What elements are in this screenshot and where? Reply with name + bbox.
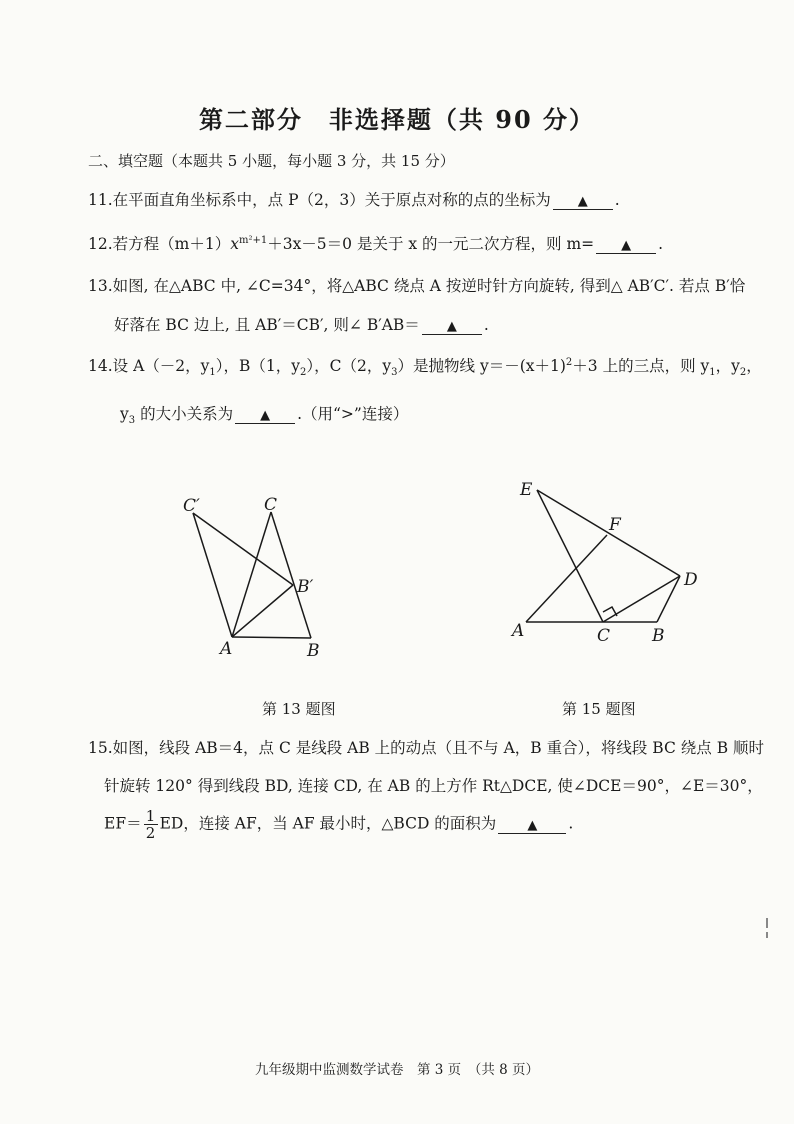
label-e: E — [520, 480, 533, 500]
label-b: B — [307, 641, 320, 661]
answer-blank — [422, 318, 482, 335]
label-f: F — [609, 515, 621, 535]
answer-blank — [596, 237, 656, 254]
punctuation: . — [614, 191, 620, 209]
question-text: ，y — [715, 357, 740, 375]
question-15-line-2 — [104, 774, 763, 796]
exponent: m²+1 — [238, 234, 268, 246]
scan-mark — [766, 932, 768, 938]
question-text: 好落在 BC 边上, 且 AB′＝CB′, 则∠ B′AB＝ — [114, 316, 420, 334]
question-text: 的大小关系为 — [135, 405, 234, 423]
question-text: 在平面直角坐标系中，点 P（2，3）关于原点对称的点的坐标为 — [112, 191, 551, 209]
question-12 — [88, 232, 663, 254]
question-11 — [88, 188, 620, 210]
segment-ac — [232, 512, 271, 637]
question-text: ， — [746, 357, 762, 375]
subscript: 2 — [300, 367, 307, 379]
fraction-numerator: 1 — [145, 807, 156, 825]
label-c: C — [597, 626, 611, 646]
question-14-line-1 — [88, 354, 762, 378]
question-text: ＋3 上的三点，则 y — [572, 357, 710, 375]
figure-15-diagram — [505, 476, 705, 646]
segment-ab-prime — [232, 585, 293, 637]
fraction-denominator: 2 — [145, 824, 156, 842]
segment-ac-prime — [193, 513, 232, 637]
question-text: 设 A（－2，y — [112, 357, 210, 375]
punctuation: . — [658, 235, 664, 253]
figure-15-caption: 第 15 题图 — [562, 700, 636, 718]
question-15-line-3 — [104, 808, 573, 841]
var-x: x — [230, 235, 239, 253]
label-b: B — [652, 626, 665, 646]
question-text: ED，连接 AF，当 AF 最小时，△BCD 的面积为 — [159, 814, 497, 833]
answer-blank — [553, 193, 613, 210]
question-13-line-1 — [88, 274, 745, 296]
label-c: C — [264, 495, 278, 515]
answer-blank — [498, 817, 566, 834]
section-heading: 二、填空题（本题共 5 小题，每小题 3 分，共 15 分） — [88, 152, 455, 170]
label-b-prime: B′ — [297, 577, 314, 597]
triangle-mark: ▲ — [621, 238, 632, 253]
subscript: 3 — [128, 415, 136, 427]
figure-13-diagram — [170, 488, 340, 668]
question-text: y — [120, 405, 129, 423]
subscript: 1 — [709, 367, 716, 379]
label-c-prime: C′ — [183, 496, 200, 516]
question-text: 如图，线段 AB＝4，点 C 是线段 AB 上的动点（且不与 A，B 重合），将线段 BC 绕点 B 顺时 — [112, 739, 765, 757]
scan-mark — [766, 918, 768, 928]
segment-ab — [232, 637, 311, 638]
triangle-mark: ▲ — [527, 817, 538, 833]
punctuation: . — [568, 814, 574, 833]
segment-cb — [271, 512, 314, 638]
question-text: 针旋转 120° 得到线段 BD, 连接 CD, 在 AB 的上方作 Rt△DCE, 使∠DCE＝90°，∠E＝30°， — [104, 777, 763, 795]
section-title: 第二部分 非选择题（共 90 分） — [198, 105, 596, 134]
figure-13-caption: 第 13 题图 — [262, 700, 336, 718]
segment-c-prime-b-prime — [193, 513, 293, 585]
question-14-line-2 — [120, 402, 408, 426]
question-number: 13. — [88, 277, 113, 295]
question-number: 14. — [88, 357, 113, 375]
triangle-mark: ▲ — [446, 319, 457, 334]
fraction-one-half — [144, 808, 158, 841]
question-15-line-1 — [88, 736, 764, 758]
answer-blank — [235, 407, 295, 424]
subscript: 2 — [739, 367, 747, 379]
question-13-line-2 — [114, 313, 489, 335]
question-text: ＋3x－5＝0 是关于 x 的一元二次方程，则 m= — [267, 235, 595, 253]
question-number: 11. — [88, 191, 113, 209]
question-text: ）是抛物线 y＝－(x＋1) — [397, 357, 566, 375]
page-footer: 九年级期中监测数学试卷 第 3 页 （共 8 页） — [254, 1062, 540, 1078]
question-text: 若方程（m＋1） — [112, 235, 231, 253]
label-a: A — [220, 639, 233, 659]
exponent: 2 — [565, 356, 573, 368]
punctuation: . — [483, 316, 489, 334]
subscript: 3 — [391, 367, 398, 379]
label-d: D — [684, 570, 698, 590]
question-text: 如图, 在△ABC 中, ∠C=34°，将△ABC 绕点 A 按逆时针方向旋转, 得到△ AB′C′. 若点 B′恰 — [112, 277, 746, 295]
question-text: ），B（1，y — [215, 357, 301, 375]
question-text: EF＝ — [104, 814, 142, 833]
triangle-mark: ▲ — [577, 194, 588, 209]
question-number: 12. — [88, 235, 113, 253]
triangle-mark: ▲ — [260, 408, 271, 423]
question-text: ），C（2，y — [306, 357, 392, 375]
subscript: 1 — [209, 367, 216, 379]
question-number: 15. — [88, 739, 113, 757]
question-text: .（用“>”连接） — [297, 405, 409, 423]
label-a: A — [512, 621, 525, 641]
